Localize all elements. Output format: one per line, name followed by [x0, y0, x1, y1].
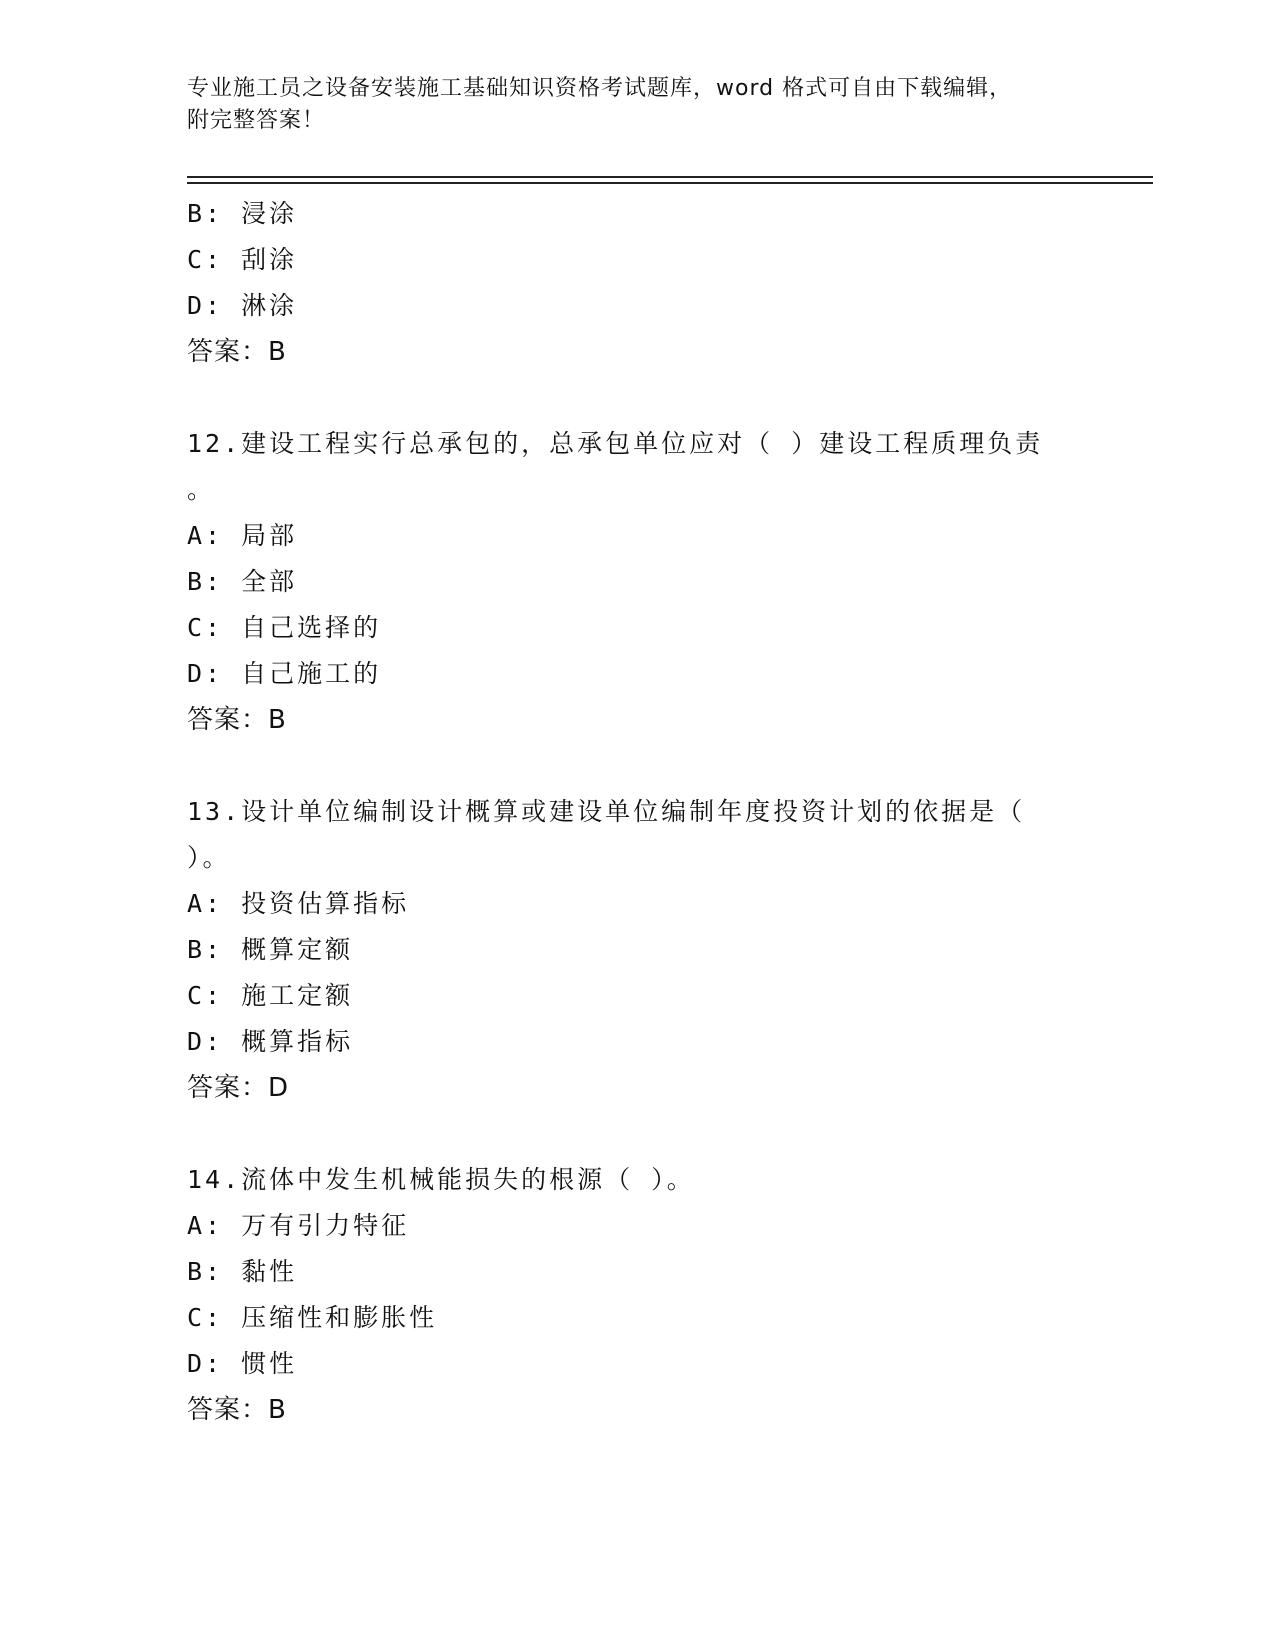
option-a: A: 投资估算指标 — [187, 889, 410, 918]
question-11-continued — [187, 191, 1087, 375]
option-d: D: 自己施工的 — [187, 659, 382, 688]
option-c: C: 刮涂 — [187, 245, 298, 274]
header-divider-bottom — [187, 182, 1153, 184]
option-b: B: 概算定额 — [187, 935, 354, 964]
option-b: B: 全部 — [187, 567, 298, 596]
header-line-2: 附完整答案！ — [187, 108, 326, 133]
spacer — [187, 375, 1087, 421]
option-c: C: 施工定额 — [187, 981, 354, 1010]
answer-line: 答案：B — [187, 337, 287, 367]
option-a: A: 局部 — [187, 521, 298, 550]
option-b: B: 浸涂 — [187, 199, 298, 228]
option-b: B: 黏性 — [187, 1257, 298, 1286]
question-list — [187, 191, 1087, 1433]
option-d: D: 淋涂 — [187, 291, 298, 320]
option-a: A: 万有引力特征 — [187, 1211, 410, 1240]
spacer — [187, 1111, 1087, 1157]
question-title-continued: 。 — [187, 475, 216, 504]
question-13 — [187, 789, 1087, 1111]
question-title: 12.建设工程实行总承包的，总承包单位应对（ ）建设工程质理负责 — [187, 429, 1044, 458]
spacer — [187, 743, 1087, 789]
answer-line: 答案：B — [187, 705, 287, 735]
header-divider-top — [187, 176, 1153, 178]
question-title-continued: ）。 — [187, 843, 231, 872]
option-c: C: 自己选择的 — [187, 613, 382, 642]
option-d: D: 概算指标 — [187, 1027, 354, 1056]
question-14 — [187, 1157, 1087, 1433]
header-line-1: 专业施工员之设备安装施工基础知识资格考试题库，word 格式可自由下载编辑， — [187, 76, 1013, 101]
answer-line: 答案：B — [187, 1395, 287, 1425]
question-title: 13.设计单位编制设计概算或建设单位编制年度投资计划的依据是（ — [187, 797, 1026, 826]
option-c: C: 压缩性和膨胀性 — [187, 1303, 438, 1332]
document-header — [187, 73, 1067, 137]
option-d: D: 惯性 — [187, 1349, 298, 1378]
answer-line: 答案：D — [187, 1073, 290, 1103]
question-title: 14.流体中发生机械能损失的根源（ ）。 — [187, 1165, 695, 1194]
question-12 — [187, 421, 1087, 743]
